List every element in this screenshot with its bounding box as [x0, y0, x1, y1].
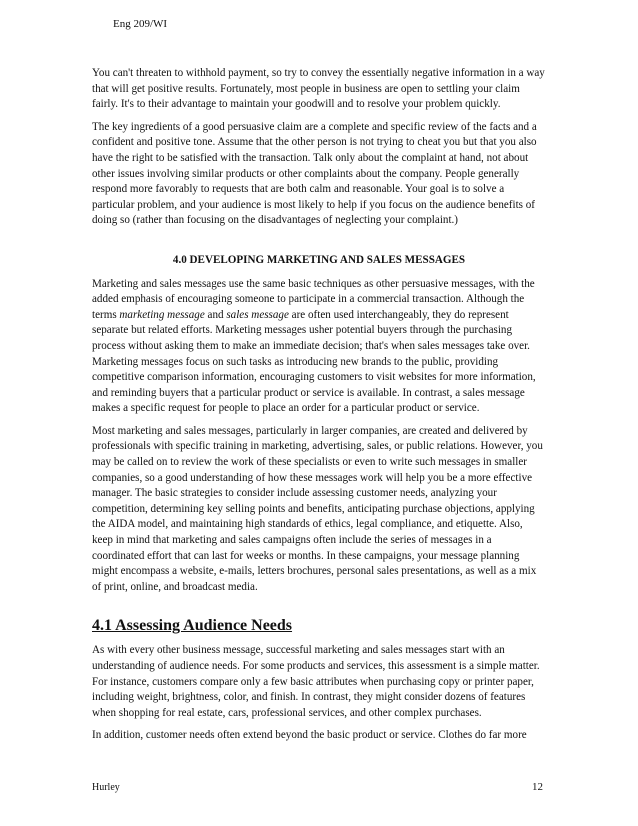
subsection-heading: 4.1 Assessing Audience Needs: [92, 617, 293, 635]
footer-author: Hurley: [92, 782, 120, 793]
running-header: Eng 209/WI: [113, 18, 168, 30]
page-number: 12: [532, 781, 543, 793]
term-marketing-message: marketing message: [119, 308, 205, 321]
paragraph-persuasive-claim: The key ingredients of a good persuasive claim are a complete and specific review of the facts and a confident and positive tone. Assume that the other person is not trying to cheat you but that you also have the right to be satisfied with the transaction. Talk only about the complaint at hand, not about other issues involving similar products or other complaints about the company. People generally respond more favorably to requests that are both calm and reasonable. Your goal is to solve a particular problem, and your audience is most likely to help if you focus on the audience benefits of doing so (rather than focusing on the disadvantages of neglecting your complaint.): [92, 120, 537, 227]
page-body: [92, 66, 546, 751]
text-run: Marketing and sales messages use the same basic techniques as other persuasive messages, with the added emphasis of encouraging someone to participate in a commercial transaction. Although the terms: [92, 277, 535, 321]
paragraph-claim-intro: You can't threaten to withhold payment, so try to convey the essentially negative information in a way that will get positive results. Fortunately, most people in business are open to settling your claim fairly. It's to their advantage to maintain your goodwill and to resolve your problem quickly.: [92, 67, 545, 111]
text-run: are often used interchangeably, they do represent separate but related efforts. Marketing messages usher potential buyers through the purchasing process without asking them to make an immediate decision; that's when sales messages take over. Marketing messages focus on such tasks as introducing new brands to the public, providing competitive comparison information, encouraging customers to visit websites for more information, and reminding buyers that a particular product or service is available. In contrast, a sales message makes a specific request for people to place an order for a particular product or service.: [92, 308, 536, 415]
paragraph-audience-needs: As with every other business message, successful marketing and sales messages start with an understanding of audience needs. For some products and services, this assessment is a simple matter. For instance, customers compare only a few basic attributes when purchasing copy or printer paper, including weight, brightness, color, and finish. In contrast, they might consider dozens of features when shopping for real estate, cars, professional services, and other complex purchases.: [92, 644, 540, 719]
paragraph-customer-needs: In addition, customer needs often extend beyond the basic product or service. Clothes do far more: [92, 729, 527, 742]
text-run: and: [204, 308, 227, 321]
paragraph-marketing-sales: [92, 277, 546, 417]
section-heading: 4.0 DEVELOPING MARKETING AND SALES MESSAGES: [172, 253, 466, 266]
paragraph-professionals: Most marketing and sales messages, particularly in larger companies, are created and delivered by professionals with specific training in marketing, advertising, sales, or public relations. However, you may be called on to review the work of these specialists or even to write such messages in smaller companies, so a good understanding of how these messages work will help you be a more effective manager. The basic strategies to consider include assessing customer needs, analyzing your competition, determining key selling points and benefits, anticipating purchase objections, applying the AIDA model, and maintaining high standards of ethics, legal compliance, and etiquette. Also, keep in mind that marketing and sales campaigns often include the series of messages in a coordinated effort that can last for weeks or months. In these campaigns, your message planning might encompass a website, e-mails, letters brochures, personal sales presentations, as well as a mix of print, online, and broadcast media.: [92, 424, 543, 593]
term-sales-message: sales message: [226, 308, 289, 321]
